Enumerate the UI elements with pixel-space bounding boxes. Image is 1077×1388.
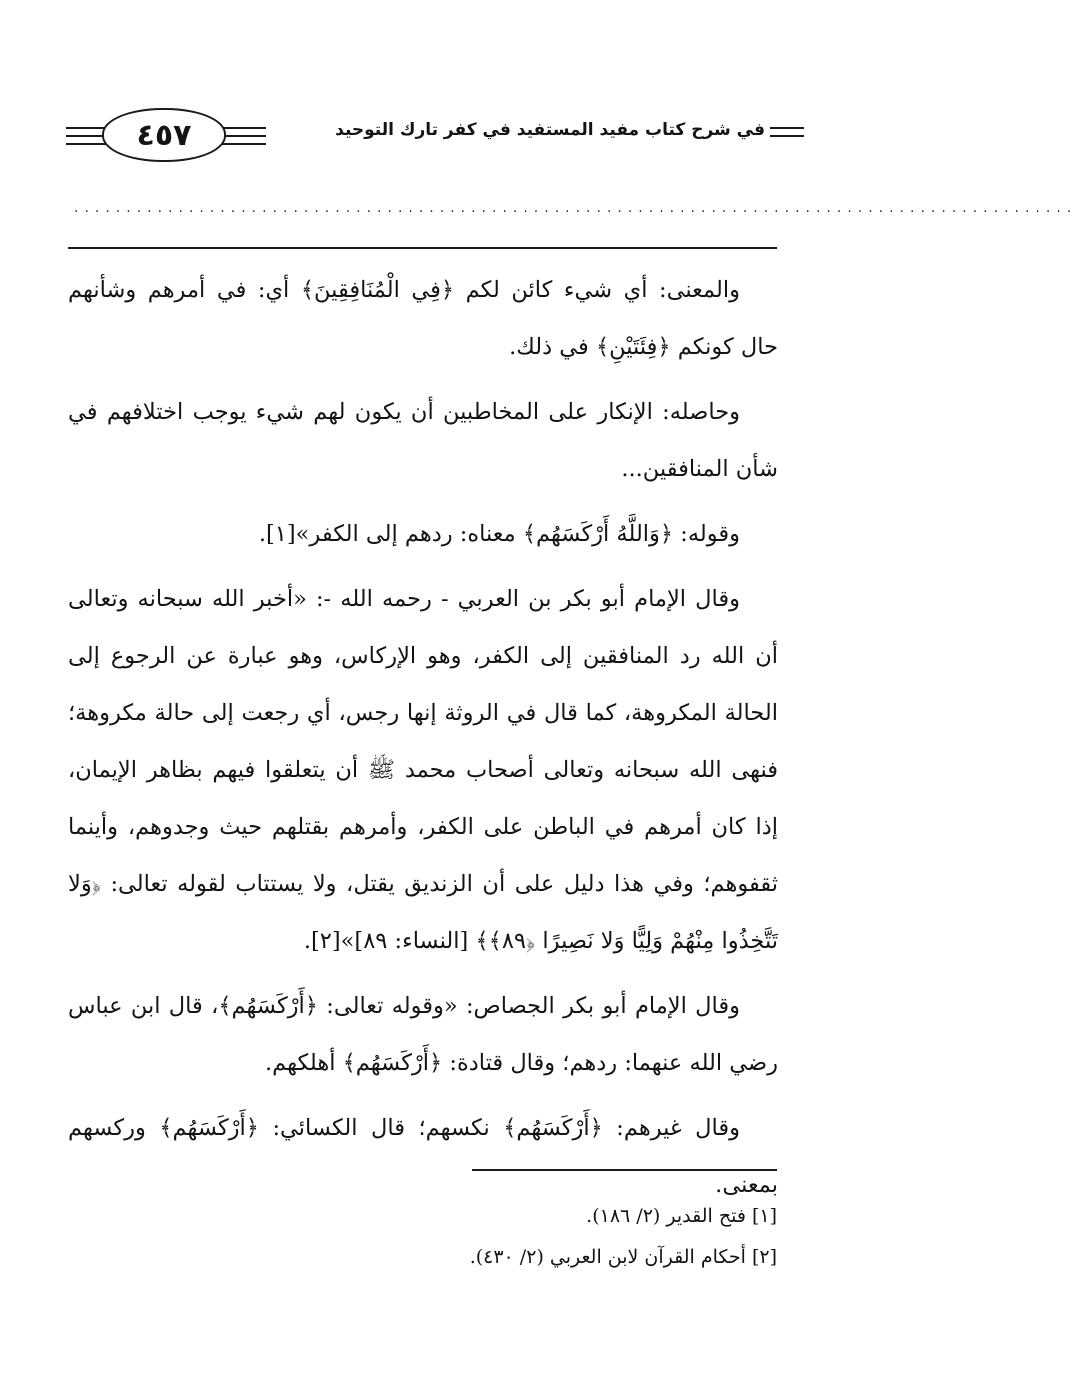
page-header: [0, 100, 873, 170]
title-dash: [770, 135, 804, 137]
running-title: في شرح كتاب مفيد المستفيد في كفر تارك التوحيد: [335, 120, 765, 140]
paragraph: وقال الإمام أبو بكر الجصاص: «وقوله تعالى: ﴿أَرْكَسَهُم﴾، قال ابن عباس رضي الله عنهما: ردهم؛ وقال قتادة: ﴿أَرْكَسَهُم﴾ أهلكهم.: [68, 993, 778, 1076]
paragraph: والمعنى: أي شيء كائن لكم ﴿فِي الْمُنَافِقِينَ﴾ أي: في أمرهم وشأنهم حال كونكم ﴿فِئَتَيْنِ﴾ في ذلك.: [68, 277, 778, 360]
page-number-ornament: [66, 108, 266, 162]
title-dash: [770, 127, 804, 129]
paragraph: وقوله: ﴿وَاللَّهُ أَرْكَسَهُم﴾ معناه: ردهم إلى الكفر»[١].: [258, 521, 740, 547]
ornament-line: [218, 127, 266, 129]
dotted-separator: ................................................................................................: [74, 200, 1077, 216]
paragraph: وقال الإمام أبو بكر بن العربي - رحمه الله -: «أخبر الله سبحانه وتعالى أن الله رد المنافقين إلى الكفر، وهو الإركاس، وهو عبارة عن الرجوع إلى الحالة المكروهة، كما قال في الروثة إنها رجس، أي رجعت إلى حالة مكروهة؛ فنهى الله سبحانه وتعالى أصحاب محمد ﷺ أن يتعلقوا فيهم بظاهر الإيمان، إذا كان أمرهم في الباطن على الكفر، وأمرهم بقتلهم حيث وجدوهم، وأينما ثقفوهم؛ وفي هذا دليل على أن الزنديق يقتل، ولا يستتاب لقوله تعالى: ﴿وَلا تَتَّخِذُوا مِنْهُمْ وَلِيًّا وَلا نَصِيرًا ﴿٨٩﴾﴾ [النساء: ٨٩]»[٢].: [68, 586, 778, 954]
paragraph: وقال غيرهم: ﴿أَرْكَسَهُم﴾ نكسهم؛ قال الكسائي: ﴿أَرْكَسَهُم﴾ وركسهم بمعنى.: [68, 1115, 778, 1198]
paragraph: وحاصله: الإنكار على المخاطبين أن يكون لهم شيء يوجب اختلافهم في شأن المنافقين...: [68, 399, 778, 482]
ornament-line: [218, 143, 266, 145]
ornament-line: [66, 135, 106, 137]
ornament-line: [66, 143, 106, 145]
body-text: [68, 262, 778, 1222]
page-number: ٤٥٧: [102, 108, 226, 162]
footnote-item: [١] فتح القدير (٢/ ١٨٦).: [586, 1205, 777, 1227]
footnotes: [177, 1196, 777, 1278]
footnote-item: [٢] أحكام القرآن لابن العربي (٢/ ٤٣٠).: [469, 1246, 777, 1268]
ornament-line: [66, 127, 106, 129]
footnote-rule: [472, 1169, 777, 1171]
header-rule: [68, 247, 777, 249]
